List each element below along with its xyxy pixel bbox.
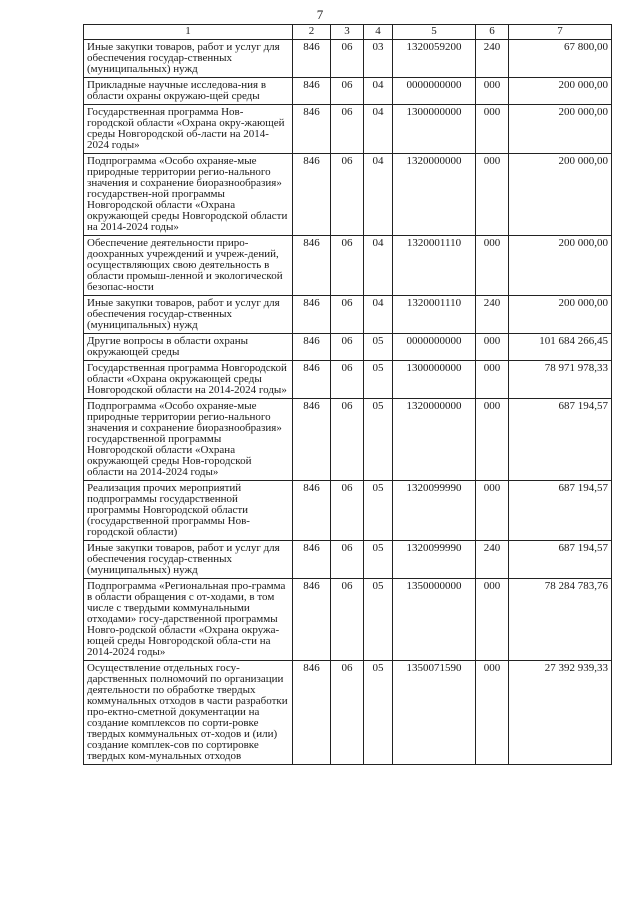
amount-cell: 200 000,00 xyxy=(509,236,612,296)
expense-type-cell: 000 xyxy=(476,236,509,296)
section-code-cell: 06 xyxy=(331,154,364,236)
admin-code-cell: 846 xyxy=(293,296,331,334)
section-code-cell: 06 xyxy=(331,661,364,765)
section-code-cell: 06 xyxy=(331,399,364,481)
expense-type-cell: 000 xyxy=(476,579,509,661)
table-header-row xyxy=(84,25,612,40)
row-name-cell: Прикладные научные исследова-ния в области охраны окружаю-щей среды xyxy=(84,78,293,105)
target-article-cell: 1320099990 xyxy=(393,481,476,541)
subsection-code-cell: 04 xyxy=(364,154,393,236)
expense-type-cell: 240 xyxy=(476,296,509,334)
section-code-cell: 06 xyxy=(331,541,364,579)
admin-code-cell: 846 xyxy=(293,661,331,765)
subsection-code-cell: 05 xyxy=(364,661,393,765)
column-header: 3 xyxy=(331,25,364,40)
target-article-cell: 1320001110 xyxy=(393,296,476,334)
expense-type-cell: 000 xyxy=(476,661,509,765)
table-body xyxy=(84,40,612,765)
target-article-cell: 1320059200 xyxy=(393,40,476,78)
budget-table xyxy=(83,24,612,765)
amount-cell: 687 194,57 xyxy=(509,481,612,541)
subsection-code-cell: 05 xyxy=(364,334,393,361)
admin-code-cell: 846 xyxy=(293,579,331,661)
admin-code-cell: 846 xyxy=(293,78,331,105)
amount-cell: 78 971 978,33 xyxy=(509,361,612,399)
table-row xyxy=(84,154,612,236)
target-article-cell: 1300000000 xyxy=(393,105,476,154)
row-name-cell: Иные закупки товаров, работ и услуг для обеспечения государ-ственных (муниципальных) нужд xyxy=(84,296,293,334)
column-header: 7 xyxy=(509,25,612,40)
row-name-cell: Осуществление отдельных госу-дарственных полномочий по организации деятельности по обработке твердых коммунальных отходов в части разработки про-ектно-сметной документации на создание комплексов по сорти-ровке твердых коммунальных от-ходов и (или) создание комплек-сов по сортировке твердых ком-мунальных отходов xyxy=(84,661,293,765)
row-name-cell: Подпрограмма «Особо охраняе-мые природные территории регио-нального значения и сохранение биоразнообразия» государствен-ной программы Новгородской области «Охрана окружающей среды Новгородской области на 2014-2024 годы» xyxy=(84,154,293,236)
amount-cell: 200 000,00 xyxy=(509,154,612,236)
expense-type-cell: 240 xyxy=(476,40,509,78)
target-article-cell: 0000000000 xyxy=(393,78,476,105)
subsection-code-cell: 05 xyxy=(364,541,393,579)
amount-cell: 200 000,00 xyxy=(509,78,612,105)
expense-type-cell: 000 xyxy=(476,361,509,399)
target-article-cell: 1320000000 xyxy=(393,399,476,481)
table-row xyxy=(84,105,612,154)
section-code-cell: 06 xyxy=(331,481,364,541)
table-row xyxy=(84,361,612,399)
section-code-cell: 06 xyxy=(331,236,364,296)
subsection-code-cell: 03 xyxy=(364,40,393,78)
expense-type-cell: 000 xyxy=(476,481,509,541)
section-code-cell: 06 xyxy=(331,40,364,78)
amount-cell: 101 684 266,45 xyxy=(509,334,612,361)
table-row xyxy=(84,481,612,541)
table-row xyxy=(84,579,612,661)
admin-code-cell: 846 xyxy=(293,399,331,481)
target-article-cell: 1300000000 xyxy=(393,361,476,399)
expense-type-cell: 000 xyxy=(476,399,509,481)
amount-cell: 67 800,00 xyxy=(509,40,612,78)
admin-code-cell: 846 xyxy=(293,541,331,579)
row-name-cell: Обеспечение деятельности приро-доохранных учреждений и учреж-дений, осуществляющих свою деятельность в области промыш-ленной и экологической безопас-ности xyxy=(84,236,293,296)
amount-cell: 27 392 939,33 xyxy=(509,661,612,765)
target-article-cell: 1350000000 xyxy=(393,579,476,661)
table-row xyxy=(84,661,612,765)
expense-type-cell: 000 xyxy=(476,334,509,361)
section-code-cell: 06 xyxy=(331,296,364,334)
amount-cell: 200 000,00 xyxy=(509,296,612,334)
row-name-cell: Реализация прочих мероприятий подпрограммы государственной программы Новгородской области (государственной программы Нов-городской области) xyxy=(84,481,293,541)
subsection-code-cell: 04 xyxy=(364,296,393,334)
amount-cell: 78 284 783,76 xyxy=(509,579,612,661)
admin-code-cell: 846 xyxy=(293,481,331,541)
subsection-code-cell: 04 xyxy=(364,78,393,105)
admin-code-cell: 846 xyxy=(293,40,331,78)
section-code-cell: 06 xyxy=(331,579,364,661)
expense-type-cell: 000 xyxy=(476,78,509,105)
admin-code-cell: 846 xyxy=(293,236,331,296)
column-header: 5 xyxy=(393,25,476,40)
target-article-cell: 1350071590 xyxy=(393,661,476,765)
table-row xyxy=(84,40,612,78)
target-article-cell: 1320000000 xyxy=(393,154,476,236)
subsection-code-cell: 04 xyxy=(364,105,393,154)
table-row xyxy=(84,334,612,361)
row-name-cell: Иные закупки товаров, работ и услуг для обеспечения государ-ственных (муниципальных) нужд xyxy=(84,541,293,579)
subsection-code-cell: 05 xyxy=(364,579,393,661)
subsection-code-cell: 05 xyxy=(364,399,393,481)
row-name-cell: Иные закупки товаров, работ и услуг для обеспечения государ-ственных (муниципальных) нужд xyxy=(84,40,293,78)
section-code-cell: 06 xyxy=(331,78,364,105)
row-name-cell: Государственная программа Новгородской области «Охрана окружающей среды Новгородской области на 2014-2024 годы» xyxy=(84,361,293,399)
page-number: 7 xyxy=(316,7,324,22)
target-article-cell: 1320099990 xyxy=(393,541,476,579)
target-article-cell: 1320001110 xyxy=(393,236,476,296)
subsection-code-cell: 04 xyxy=(364,236,393,296)
admin-code-cell: 846 xyxy=(293,361,331,399)
section-code-cell: 06 xyxy=(331,361,364,399)
section-code-cell: 06 xyxy=(331,334,364,361)
expense-type-cell: 000 xyxy=(476,154,509,236)
table-row xyxy=(84,236,612,296)
target-article-cell: 0000000000 xyxy=(393,334,476,361)
amount-cell: 200 000,00 xyxy=(509,105,612,154)
amount-cell: 687 194,57 xyxy=(509,541,612,579)
admin-code-cell: 846 xyxy=(293,105,331,154)
expense-type-cell: 240 xyxy=(476,541,509,579)
column-header: 2 xyxy=(293,25,331,40)
section-code-cell: 06 xyxy=(331,105,364,154)
row-name-cell: Государственная программа Нов-городской области «Охрана окру-жающей среды Новгородской об-ласти на 2014-2024 годы» xyxy=(84,105,293,154)
table-row xyxy=(84,399,612,481)
column-header: 6 xyxy=(476,25,509,40)
expense-type-cell: 000 xyxy=(476,105,509,154)
subsection-code-cell: 05 xyxy=(364,481,393,541)
admin-code-cell: 846 xyxy=(293,334,331,361)
column-header: 1 xyxy=(84,25,293,40)
row-name-cell: Подпрограмма «Особо охраняе-мые природные территории регио-нального значения и сохранение биоразнообразия» государственной программы Новгородской области «Охрана окружающей среды Нов-городской области на 2014-2024 годы» xyxy=(84,399,293,481)
column-header: 4 xyxy=(364,25,393,40)
table-row xyxy=(84,296,612,334)
row-name-cell: Подпрограмма «Региональная про-грамма в области обращения с от-ходами, в том числе с твердыми коммунальными отходами» госу-дарственной программы Новго-родской области «Охрана окружа-ющей среды Новгородской обла-сти на 2014-2024 годы» xyxy=(84,579,293,661)
subsection-code-cell: 05 xyxy=(364,361,393,399)
table-row xyxy=(84,78,612,105)
table-row xyxy=(84,541,612,579)
amount-cell: 687 194,57 xyxy=(509,399,612,481)
admin-code-cell: 846 xyxy=(293,154,331,236)
row-name-cell: Другие вопросы в области охраны окружающей среды xyxy=(84,334,293,361)
